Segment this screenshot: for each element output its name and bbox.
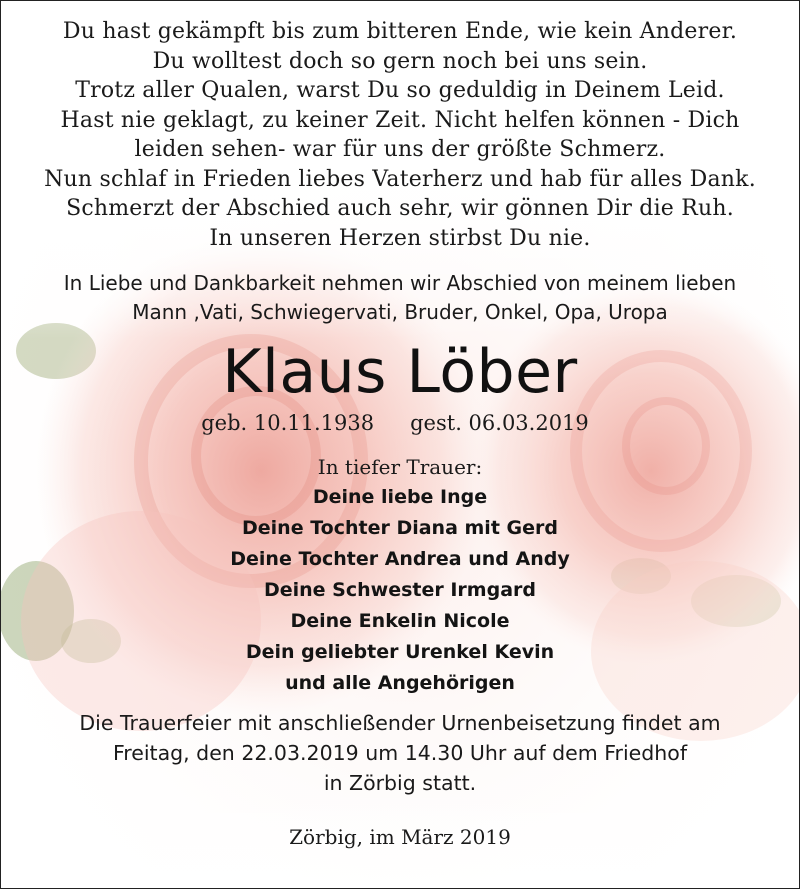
mourners-list	[1, 482, 799, 699]
poem	[1, 1, 799, 253]
poem-line: leiden sehen- war für uns der größte Schmerz.	[134, 137, 666, 162]
farewell-intro	[1, 269, 799, 327]
mourner-item: Deine Schwester Irmgard	[263, 579, 536, 601]
life-dates	[0, 408, 799, 438]
poem-line: Du wolltest doch so gern noch bei uns sein.	[152, 48, 648, 74]
deceased-name: Klaus Löber	[222, 337, 578, 407]
mourner-item: Deine Tochter Diana mit Gerd	[242, 517, 558, 539]
intro-line: Mann ,Vati, Schwiegervati, Bruder, Onkel, Opa, Uropa	[132, 300, 668, 324]
death-date: gest. 06.03.2019	[410, 411, 589, 435]
poem-line: Nun schlaf in Frieden liebes Vaterherz und hab für alles Dank.	[44, 166, 756, 192]
mourner-item: Deine Enkelin Nicole	[290, 610, 510, 632]
place-and-date: Zörbig, im März 2019	[289, 825, 511, 849]
mourner-item: Dein geliebter Urenkel Kevin	[245, 641, 555, 663]
poem-line: In unseren Herzen stirbst Du nie.	[209, 225, 591, 251]
mourner-item: und alle Angehörigen	[285, 672, 515, 694]
mourner-item: Deine liebe Inge	[312, 486, 488, 508]
mourning-heading: In tiefer Trauer:	[317, 455, 483, 479]
poem-line: Trotz aller Qualen, warst Du so geduldig in Deinem Leid.	[75, 78, 725, 103]
service-line: Freitag, den 22.03.2019 um 14.30 Uhr auf dem Friedhof	[112, 741, 688, 765]
birth-date: geb. 10.11.1938	[201, 411, 375, 435]
intro-line: In Liebe und Dankbarkeit nehmen wir Abschied von meinem lieben	[63, 271, 737, 295]
mourner-item: Deine Tochter Andrea und Andy	[230, 548, 570, 570]
poem-line: Du hast gekämpft bis zum bitteren Ende, wie kein Anderer.	[62, 19, 738, 44]
service-line: Die Trauerfeier mit anschließender Urnenbeisetzung findet am	[79, 711, 721, 735]
poem-line: Schmerzt der Abschied auch sehr, wir gönnen Dir die Ruh.	[66, 196, 734, 221]
funeral-service-info	[1, 708, 799, 798]
obituary-text	[1, 1, 799, 852]
service-line: in Zörbig statt.	[323, 771, 477, 795]
poem-line: Hast nie geklagt, zu keiner Zeit. Nicht helfen können - Dich	[60, 107, 740, 133]
